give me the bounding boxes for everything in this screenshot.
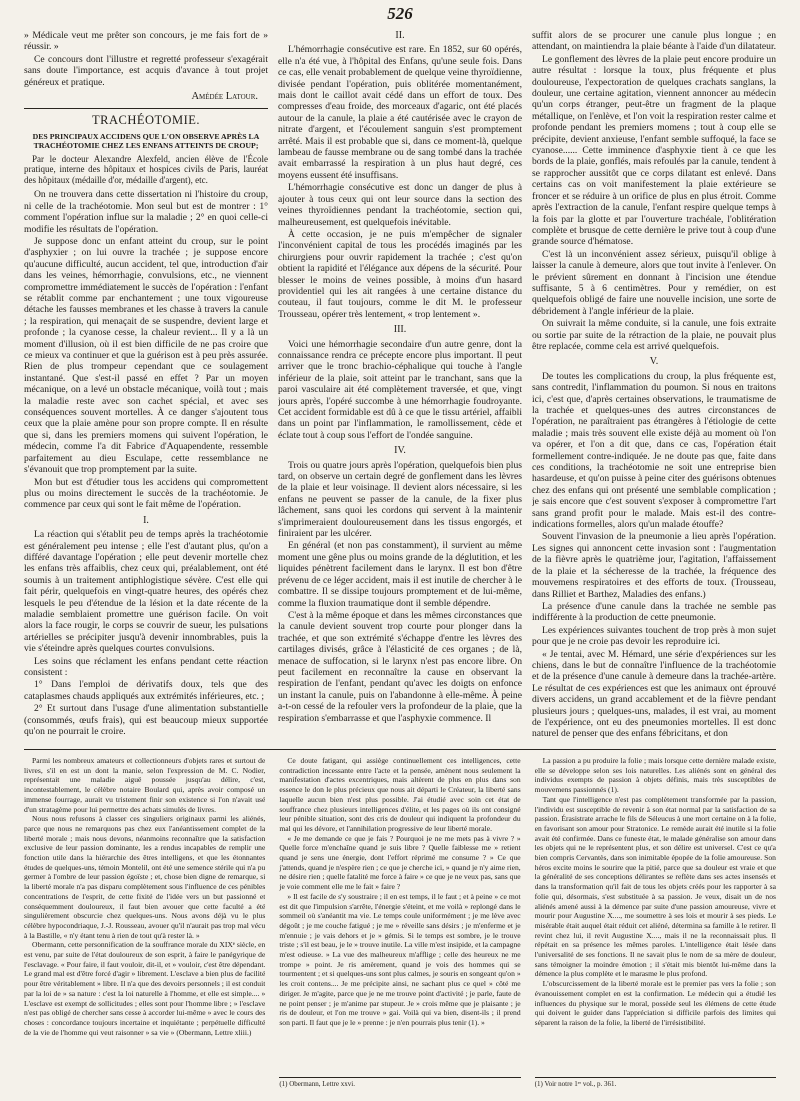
column-1 bbox=[24, 30, 268, 746]
feuilleton-column-3 bbox=[535, 756, 776, 1096]
body-paragraph: Je suppose donc un enfant atteint du croup, sur le point d'asphyxier ; on lui ouvre la trachée ; je suppose encore qu'aucune difficulté, aucun accident, tel que, introduction d'air dans les veines, hémorrhagie, convulsions, etc., ne viennent compromettre immédiatement le succès de l'opération : l'enfant se rétablit comme par enchantement ; une toux vigoureuse détache les fausses membranes et les chasse à travers la canule ; la respiration, qui menaçait de se suspendre, devient large et profonde ; la cyanose cesse, la chaleur revient... Il y a là un moment d'illusion, où il est bien difficile de ne pas croire que ce mieux va continuer et que la guérison est à peu près assurée. Rien de plus trompeur cependant que ce soulagement instantané. Que s'est-il passé en effet ? Par un moyen mécanique, on a levé un obstacle mécanique, voilà tout ; mais la maladie reste avec son cachet spécial, et avec ses conséquences souvent mortelles. À ce danger s'ajoutent tous ceux que la plaie amène pour son propre compte. Il en résulte que si, dans les premiers momens qui suivent l'opération, le médecin, comme l'a dit Fabrice d'Aquapendente, ressemble parfaitement au dieu Esculape, cette ressemblance ne s'évanouit que trop promptement par la suite. bbox=[24, 235, 268, 476]
feuilleton-paragraph: Tant que l'intelligence n'est pas complètement transformée par la passion, l'individu est susceptible de revenir à son état normal par la satisfaction de sa passion. Érasistrate arrache le fils de Séleucus à une mort certaine on à la folie, en favorisant son amour pour Stratonice. Le remède aurait été inutile si la folie avait été confirmée. Dans ce funeste état, le malade généralise son amour dans les objets qui ne le représentent plus, et son délire est universel. C'est ce qu'a bien compris Cervantès, dans son inimitable épopée de la folie amoureuse. Son héros excite moins le sourire que la pitié, parce que sa douleur est vraie et que la généralité de ses conceptions délirantes se reflète dans ses actes insensés et dans la transformation qu'il fait de tous les objets créés pour les rapporter à sa folie qui, désormais, s'est substituée à sa passion. Je veux, disait un de nos aliénés amené aussi à la démence par suite d'une passion amoureuse, vivre et mourir pour Augustine X...., me soumettre à ses lois et mourir à ses pieds. Le misérable était auquel était réduit cet aliéné, détermina sa famille à le retirer. Il revint chez lui, il revit Augustine X...., mais il ne la reconnaissait plus. Il répétait en sa présence les mêmes paroles. L'intelligence était lésée dans l'universalité de ses fonctions. Il ne savait plus le nom de sa mère de douleur, sans témoigner la moindre émotion ; il s'était mis bientôt lui-même dans la démence la plus complète et le marasme le plus profond. bbox=[534, 794, 776, 979]
body-paragraph: La réaction qui s'établit peu de temps après la trachéotomie est généralement peu intense ; elle l'est d'autant plus, qu'on a différé davantage l'opération ; elle peut devenir mortelle chez les enfans très affaiblis, chez ceux qui, préalablement, ont été soumis à un traitement antiphlogistique sévère. C'est elle qui fait périr, quelquefois en vingt-quatre heures, des opérés chez lesquels le peu d'étendue de la lésion et la date récente de la maladie semblaient promettre une guérison facile. On voit alors la face rougir, le corps se couvrir de sueur, les pulsations artérielles se précipiter jusqu'à devenir innombrables, puis la vie s'éteindre après quelques courtes convulsions. bbox=[24, 529, 268, 655]
page-number: 526 bbox=[387, 4, 413, 23]
section-numeral: I. bbox=[143, 514, 149, 526]
article-columns bbox=[24, 30, 776, 746]
feuilleton-paragraph: Parmi les nombreux amateurs et collectionneurs d'objets rares et surtout de livres, s'il en est un dont la manie, selon l'expression de M. C. Nodier, représentait une maladie aiguë poussée jusqu'au délire, c'est, incontestablement, le célèbre notaire Boulard qui, après avoir composé un immense fourrage, aurait vu tristement finir son existence si l'on n'avait usé d'un stratagème pour lui permettre des achats simulés de livres. bbox=[24, 756, 266, 814]
author-signature: Amédée Latour. bbox=[191, 91, 258, 103]
section-numeral: V. bbox=[649, 356, 659, 368]
body-paragraph: En général (et non pas constamment), il survient au même moment une gêne plus ou moins grande de la déglutition, et les liquides pénètrent facilement dans le larynx. Il est bon d'être prévenu de ce léger accident, mais il est inutile de chercher à le combattre. Il se dissipe toujours promptement et de lui-même, comme la fluxion traumatique dont il semble dépendre. bbox=[278, 540, 522, 609]
intro-paragraph: Ce concours dont l'illustre et regretté professeur s'exagérait sans doute l'importance, est acquis d'avance à tout projet généreux et pratique. bbox=[24, 53, 268, 88]
column-2 bbox=[278, 30, 522, 746]
body-paragraph: Trois ou quatre jours après l'opération, quelquefois bien plus tard, on observe un certain degré de gonflement dans les lèvres de la plaie et leur voisinage. Il devient alors nécessaire, si les enfans ne peuvent se passer de la canule, de la fixer plus lâchement, sans quoi les cordons qui servent à la maintenir s'imprimeraient douloureusement dans les tissus engorgés, et finiraient par les ulcérer. bbox=[278, 459, 522, 540]
body-paragraph: Voici une hémorrhagie secondaire d'un autre genre, dont la connaissance rendra ce précepte encore plus important. Il peut arriver que le tronc brachio-céphalique qui touche à l'angle inférieur de la plaie, soit atteint par le tranchant, sans que la paroi vasculaire ait été complètement traversée, et que, vingt jours après, l'opéré succombe à une hémorrhagie foudroyante. Cet accident formidable est dû à ce que le tissu artériel, affaibli dans un point par l'inflammation, le ramollissement, cède et éclate tout à coup sous l'effort de l'ondée sanguine. bbox=[278, 338, 522, 441]
body-paragraph: À cette occasion, je ne puis m'empêcher de signaler l'inconvénient capital de tous les procédés imaginés par les chirurgiens pour ouvrir rapidement la trachée ; c'est qu'on obtient la rapidité et l'élégance aux dépens de la sécurité. Pour blesser le moins de veines possible, à moins d'un hasard providentiel qui les ait rangées à une certaine distance du couteau, il faut toujours, comme le dit M. le professeur Trousseau, opérer très lentement, « trop lentement ». bbox=[278, 228, 522, 320]
body-paragraph: 1° Dans l'emploi de dérivatifs doux, tels que des cataplasmes chauds appliqués aux extrémités inférieures, etc. ; bbox=[24, 679, 268, 702]
body-paragraph: Les expériences suivantes touchent de trop près à mon sujet pour que je ne croie pas devoir les reproduire ici. bbox=[532, 624, 776, 648]
body-paragraph: L'hémorrhagie consécutive est donc un danger de plus à ajouter à tous ceux qui ont leur source dans la section des veines thyroïdiennes pendant la trachéotomie, section qui, malheureusement, est quelquefois inévitable. bbox=[278, 182, 522, 228]
feuilleton-paragraph: « Je me demande ce que je fais ? Pourquoi je ne me mets pas à vivre ? » Quelle force m'enchaîne quand je suis libre ? Quelle faiblesse me » retient quand je sens une énergie, dont l'effort réprimé me consume ? » Ce que j'attends, quand je n'espère rien ; ce que je cherche ici, » quand je n'y aime rien, ne désire rien ; quelle fatalité me force à faire » ce que je ne veux pas, sans que je voie comment elle me le fait » faire ? bbox=[279, 833, 521, 892]
section-title: TRACHÉOTOMIE. bbox=[91, 113, 200, 128]
body-paragraph: Le gonflement des lèvres de la plaie peut encore produire un autre résultat : lorsque la toux, plus fréquente et plus douloureuse, l'expectoration de quelques crachats sanglans, la douleur, une certaine agitation, viennent annoncer au médecin qu'un corps étranger, peut-être un fragment de la plaque métallique, on l'enlève, et l'on voit la respiration rester calme et profonde pendant les premiers momens ; tout à coup elle se précipite, devient anxieuse, l'enfant semble suffoqué, la face se cyanose...... Cette imminence d'asphyxie tient à ce que les bords de la plaie, gonflés, mais refoulés par la canule, tendent à se rapprocher aussitôt que ce corps dilatant est enlevé. Dans certains cas on voit manifestement la plaie extérieure se froncer et se réduire à un orifice de plus en plus étroit. Comme après l'extraction de la canule, l'enfant respire quelque temps à la fois par la glotte et par l'ouverture trachéale, l'oblitération complète et brusque de cette dernière le prive tout à coup d'une grande source d'hématose. bbox=[532, 53, 776, 248]
feuilleton-paragraph: Obermann, cette personnification de la souffrance morale du XIXᵉ siècle, en est venu, par suite de l'état douloureux de son esprit, à faire le panégyrique de l'esclavage. « Pour faire, il faut vouloir, dit-il, et » vouloir, c'est être dépendant. Le grand mal est d'être forcé d'agir » librement. L'esclave a bien plus de facilité pour être véritablement » libre. Il n'a que des devoirs personnels ; il est conduit par la loi de » sa nature : c'est la loi naturelle à l'homme, et elle est simple.... » L'esclave est exempt de sollicitudes ; elles sont pour l'homme libre ; » l'esclave n'est pas obligé de chercher sans cesse à accorder lui-même » avec le cours des choses : concordance toujours incertaine et inquiétante ; perpétuelle difficulté de la vie de l'homme qui veut raisonner » sa vie » (Obermann, Lettre xliii.) bbox=[24, 940, 266, 1037]
body-paragraph: C'est à la même époque et dans les mêmes circonstances que la canule devient souvent trop courte pour plonger dans la trachée, et que son extrémité s'échappe d'entre les lèvres des cartilages divisés, grâce à l'élasticité de ces organes ; de là, menace de suffocation, si le larynx n'est pas encore libre. On peut facilement en reconnaître la cause en observant la respiration de l'enfant, pendant qu'avec les doigts on enfonce un instant la canule, puis on l'abandonne à elle-même. À peine a-t-on cessé de la refouler vers la profondeur de la plaie, que la respiration s'embarrasse et que l'asphyxie commence. Il bbox=[278, 609, 522, 724]
body-paragraph: Les soins que réclament les enfans pendant cette réaction consistent : bbox=[24, 655, 268, 678]
body-paragraph: « Je tentai, avec M. Hémard, une série d'expériences sur les chiens, dans le but de connaître l'influence de la trachéotomie et de la présence d'une canule à demeure dans la trachée-artère. Le résultat de ces expériences est que les animaux ont éprouvé divers accidens, un grand accablement et de la fièvre pendant plusieurs jours ; quelques-uns, malades, il est vrai, au moment de l'expérience, ont eu des pneumonies mortelles. Il est donc naturel de penser que des enfans fébricitans, et don bbox=[532, 648, 776, 740]
body-paragraph: L'hémorrhagie consécutive est rare. En 1852, sur 60 opérés, elle n'a été vue, à l'hôpital des Enfans, qu'une seule fois. Dans ce cas, elle venait probablement de quelque veine thyroïdienne, divisée pendant l'opération, puis oblitérée momentanément, mais dont le caillot avait cédé dans un effort de toux. Des compresses d'eau froide, des morceaux d'agaric, ont été placés autour de la canule, la plaie a été cautérisée avec le crayon de nitrate d'argent, et l'écoulement sanguin s'est promptement arrêté. Mais il est probable que si, dans ce moment-là, quelque lambeau de fausse membrane ou de sang tombé dans la trachée avait embarrassé la respiration à un plus haut degré, ces moyens eussent été insuffisans. bbox=[278, 44, 522, 181]
feuilleton-columns bbox=[24, 756, 776, 1096]
section-numeral: II. bbox=[395, 30, 405, 41]
body-paragraph: C'est là un inconvénient assez sérieux, puisqu'il oblige à laisser la canule à demeure, alors que tout invite à l'enlever. On le prévient sûrement en donnant à l'incision une étendue suffisante, 5 à 6 centimètres. Pour y remédier, on est quelquefois obligé de faire une nouvelle incision, une sorte de débridement à l'angle inférieur de la plaie. bbox=[532, 248, 776, 317]
intro-paragraph: » Médicale veut me prêter son concours, je me fais fort de » réussir. » bbox=[24, 30, 268, 53]
section-numeral: III. bbox=[393, 324, 407, 336]
feuilleton-paragraph: » Il est facile de s'y soustraire ; il en est temps, il le faut ; et à peine » ce mot est dit que l'impulsion s'arrête, l'énergie s'éteint, et me voilà » replongé dans le sommeil où s'anéantit ma vie. Le temps coule uniformément ; je me lève avec dégoût ; je me couche fatigué ; je me » réveille sans désirs ; je m'enferme et je m'ennuie ; je vais dehors et je » gémis. Si le temps est sombre, je le trouve triste ; s'il est beau, je le » trouve inutile. La ville m'est insipide, et la campagne m'est odieuse. » La vue des malheureux m'afflige ; celle des heureux ne me trompe » point. Je ris amèrement, quand je vois des hommes qui se tourmentent ; et si quelques-uns sont plus calmes, je souris en songeant qu'on » les croit contens.... Je me précipite ainsi, ne sachant plus ce quel » côté me diriger. Je m'agite, parce que je ne me trouve point d'activité ; je parle, faute de ne point penser ; je m'anime par stupeur. Je » crois même que je plaisante ; je ris de douleur, et l'on me trouve » gai. Voilà qui va bien, disent-ils ; il prend son parti. Il faut que je le » prenne : je n'en pourrais plus tenir (1). » bbox=[279, 891, 521, 1027]
feuilleton-divider bbox=[24, 749, 776, 750]
feuilleton-column-2 bbox=[279, 756, 520, 1096]
feuilleton-paragraph: Ce doute fatigant, qui assiège continuellement ces intelligences, cette contradiction incessante entre l'acte et la pensée, amènent nous seulement la manifestation d'actes excentriques, mais altèrent de plus en plus dans son essence le don le plus précieux que nous ait départi le Créateur, la liberté sans laquelle aucun bien n'est plus possible. J'ai étudié avec soin cet état de souffrance chez plusieurs intelligences d'élite, et les pages où ils ont consigné leur pénible situation, sont des cris de douleur qui indiquent la profondeur du mal qui les dévore, et l'annihilation progressive de leur liberté morale. bbox=[279, 756, 521, 833]
section-rule bbox=[24, 108, 268, 109]
body-paragraph: suffit alors de se procurer une canule plus longue ; en attendant, on maintiendra la plaie béante à l'aide d'un dilatateur. bbox=[532, 30, 776, 53]
article-subheading: DES PRINCIPAUX ACCIDENS QUE L'ON OBSERVE APRÈS LA TRACHÉOTOMIE CHEZ LES ENFANS ATTEINTS DE CROUP; bbox=[32, 131, 260, 151]
body-paragraph: Souvent l'invasion de la pneumonie a lieu après l'opération. Les signes qui annoncent cette invasion sont : l'augmentation de la fièvre après le quatrième jour, l'agitation, l'affaissement de la plaie et la sécheresse de la trachée, la fréquence des mouvemens respiratoires et des efforts de toux. (Trousseau, dans Rilliet et Barthez, Maladies des enfans.) bbox=[532, 531, 776, 600]
feuilleton-paragraph: Nous nous refusons à classer ces singuliers originaux parmi les aliénés, parce que nous ne remarquons pas chez eux l'anéantissement complet de la liberté morale ; mais nous devons, néanmoins reconnaître que la satisfaction exclusive de leur passion dominante, les a rendus incapables de remplir une fonction utile dans la hiérarchie des êtres intelligens, et que les étonnantes études de quelques-uns, témoin Montelil, ont été une semence stérile qui n'a pu germer à l'ombre de leur passion égoïste ; et, chose bien digne de remarque, si la liberté morale n'a pas disparu complètement sous l'influence de ces pénibles concentrations de l'esprit, de cette fixité de l'idée vers un but passionné et conséquemment douloureux, il faut bien avouer que cette faculté a été singulièrement obscurcie chez quelques-uns. Nous avons déjà vu le plus célèbre hypocondriaque, J.-J. Rousseau, avouer qu'il n'aurait pas trop mal vécu à la Bastille, « n'y étant tenu à rien de tout qu'à rester là. » bbox=[24, 814, 266, 940]
section-numeral: IV. bbox=[394, 445, 406, 457]
column-3 bbox=[532, 30, 776, 746]
footnote: (1) Obermann, Lettre xxvi. bbox=[279, 1077, 520, 1090]
body-paragraph: 2° Et surtout dans l'usage d'une alimentation substantielle (consommés, œufs frais), qui est beaucoup mieux supportée qu'on ne pourrait le croire. bbox=[24, 703, 268, 738]
author-byline: Par le docteur Alexandre Alexfeld, ancien élève de l'École pratique, interne des hôpitaux et hospices civils de Paris, lauréat des hôpitaux (médaille d'or, médaille d'argent), etc. bbox=[24, 153, 268, 185]
body-paragraph: Mon but est d'étudier tous les accidens qui compromettent plus ou moins directement le succès de la trachéotomie. Je commence par ceux qui sont le fait même de l'opération. bbox=[24, 476, 268, 511]
feuilleton-paragraph: La passion a pu produire la folie ; mais lorsque cette dernière malade existe, elle se développe selon ses lois naturelles. Les aliénés sont en général des individus exempts de passion à objets définis, mais très susceptibles de mouvemens passionnés (1). bbox=[534, 756, 776, 795]
body-paragraph: La présence d'une canule dans la trachée ne semble pas indifférente à la production de cette pneumonie. bbox=[532, 600, 776, 624]
footnote: (1) Voir notre 1ᵉʳ vol., p. 361. bbox=[535, 1077, 776, 1090]
body-paragraph: On ne trouvera dans cette dissertation ni l'histoire du croup, ni celle de la trachéotomie. Mon seul but est de montrer : 1° comment l'opération influe sur la maladie ; 2° en quoi celle-ci modifie les résultats de l'opération. bbox=[24, 189, 268, 235]
body-paragraph: De toutes les complications du croup, la plus fréquente est, sans contredit, l'inflammation du poumon. Si nous en traitons ici, c'est que, d'après certaines observations, le traumatisme de la trachée et quelques-unes des autres circonstances de l'opération, ne paraîtraient pas étrangères à l'étiologie de cette maladie ; mais très souvent elle existe déjà au moment où l'on va opérer, et l'on a dit que, dans ce cas, l'opération était formellement contre-indiquée. Je ne doute pas que, faite dans ces conditions, la trachéotomie ne soit une entreprise bien hasardeuse, et qu'on puisse à peine citer des guérisons obtenues chez des enfans qui ont présenté une semblable complication ; je sais encore que c'est souvent s'exposer à compromettre l'art sans grand profit pour le malade. Mais est-il des contre-indications formelles, alors qu'un malade étouffe? bbox=[532, 370, 776, 531]
feuilleton-paragraph: L'obscurcissement de la liberté morale est le premier pas vers la folie ; son évanouissement complet en est la confirmation. Le médecin qui a étudié les influences du physique sur le moral, possède seul les élémens de cette étude qui doivent le guider dans l'appréciation si difficile parfois des limites qui séparent la raison de la folie, la liberté de l'irrésistibilité. bbox=[534, 979, 776, 1027]
body-paragraph: On suivrait la même conduite, si la canule, une fois extraite ou sortie par suite de la rétraction de la plaie, ne pouvait plus être replacée, comme cela est arrivé quelquefois. bbox=[532, 318, 776, 352]
feuilleton-column-1 bbox=[24, 756, 265, 1096]
